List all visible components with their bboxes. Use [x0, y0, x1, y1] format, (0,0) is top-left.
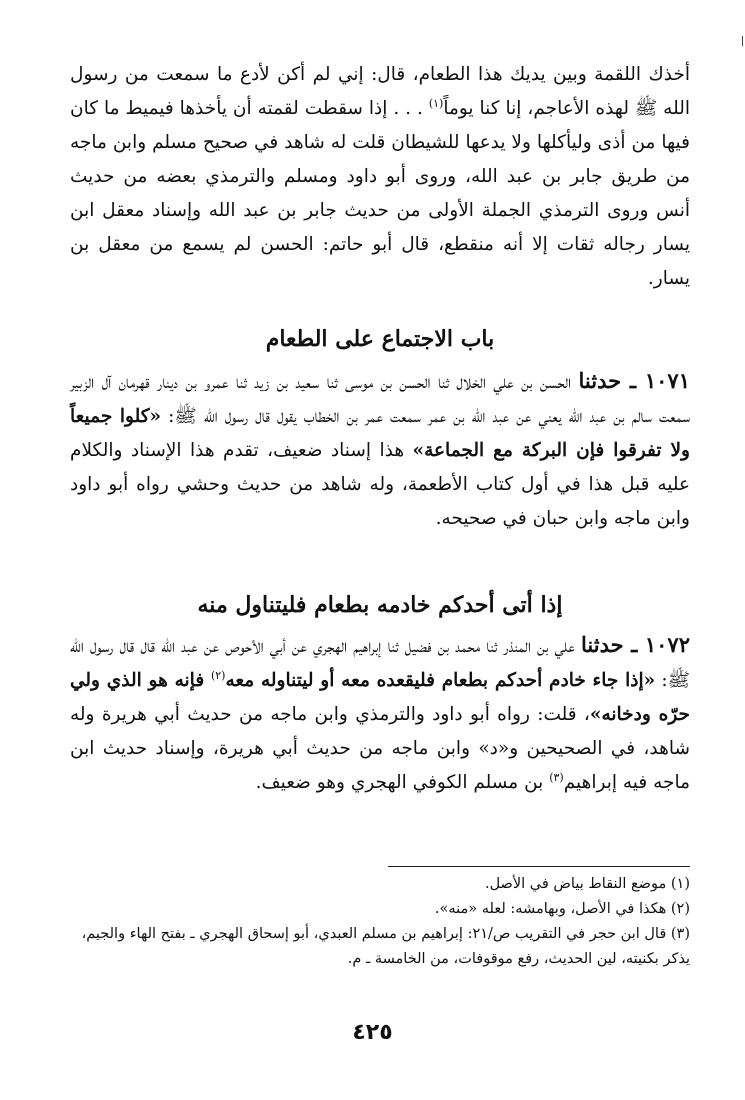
- footnote-1: (١) موضع النقاط بياض في الأصل.: [484, 876, 690, 892]
- section-heading-2: إذا أتى أحدكم خادمه بطعام فليتناول منه: [197, 592, 563, 618]
- page-number: ٤٢٥: [352, 1020, 393, 1045]
- hadith-number-1071: ١٠٧١ ـ حدثنا: [578, 368, 690, 393]
- hadith-1071-commentary: هذا إسناد ضعيف، تقدم هذا الإسناد والكلام عليه قبل هذا في أول كتاب الأطعمة، وله شاهد من حديث وحشي رواه أبو داود وابن ماجه وابن حبان في صحيحه.: [70, 440, 690, 529]
- footnotes: [70, 872, 690, 972]
- footnote-2: (٢) هكذا في الأصل، وبهامشه: لعله «منه».: [434, 901, 690, 917]
- section-heading-1: باب الاجتماع على الطعام: [265, 326, 495, 352]
- footnote-divider: [388, 866, 690, 867]
- hadith-1072-quote-2: فإنه هو الذي ولي حرّه ودخانه»: [70, 670, 690, 725]
- footnote-ref-2: (٢): [210, 668, 226, 682]
- top-paragraph: [70, 58, 690, 296]
- hadith-1072-quote-1: «إذا جاء خادم أحدكم بطعام فليقعده معه أو ليتناوله معه: [225, 670, 656, 691]
- hadith-1072-commentary: ، قلت: رواه أبو داود والترمذي وابن ماجه من حديث أبي هريرة وله شاهد، في الصحيحين و«د» وابن ماجه من حديث أبي هريرة، وإسناد حديث ابن ماجه فيه إبراهيم: [70, 704, 690, 793]
- footnote-3: (٣) قال ابن حجر في التقريب ص/٢١: إبراهيم بن مسلم العبدي، أبو إسحاق الهجري ـ بفتح الهاء والجيم، يذكر بكنيته، لين الحديث، رفع موقوفات، من الخامسة ـ م.: [81, 926, 690, 967]
- top-paragraph-text-1: أخذك اللقمة وبين يديك هذا الطعام، قال: إني لم أكن لأدع ما سمعت من رسول الله ﷺ لهذه الأعاجم، إنا كنا يوماً: [70, 64, 691, 119]
- top-paragraph-text-2: . . . إذا سقطت لقمته أن يأخذها فيميط ما كان فيها من أذى وليأكلها ولا يدعها للشيطان قلت له شاهد في صحيح مسلم وابن ماجه من طريق جابر بن عبد الله، وروى أبو داود ومسلم والترمذي بعضه من حديث أنس وروى الترمذي الجملة الأولى من حديث جابر بن عبد الله وإسناد معقل ابن يسار رجاله ثقات إلا أنه منقطع، قال أبو حاتم: الحسن لم يسمع من معقل بن يسار.: [70, 98, 690, 289]
- hadith-1071: [70, 364, 690, 536]
- footnote-ref-3: (٣): [549, 770, 564, 784]
- hadith-1071-chain: الحسن بن علي الخلال ثنا الحسن بن موسى ثنا سعيد بن زيد ثنا عمرو بن دينار قهرمان آل الزبير سمعت سالم بن عبد الله يعني عن عبد الله بن عمر سمعت عمر بن الخطاب يقول قال رسول الله ﷺ:: [70, 372, 690, 427]
- hadith-1071-quote: «كلوا جميعاً ولا تفرقوا فإن البركة مع الجماعة»: [70, 406, 690, 461]
- hadith-1072: [70, 628, 690, 800]
- footnote-ref-1: (١): [428, 96, 444, 110]
- hadith-number-1072: ١٠٧٢ ـ حدثنا: [581, 632, 690, 657]
- hadith-1072-end: بن مسلم الكوفي الهجري وهو ضعيف.: [255, 772, 550, 793]
- margin-mark: [742, 36, 743, 46]
- hadith-1072-chain: علي بن المنذر ثنا محمد بن فضيل ثنا إبراهيم الهجري عن أبي الأحوص عن عبد الله قال قال رسول الله ﷺ:: [70, 636, 691, 691]
